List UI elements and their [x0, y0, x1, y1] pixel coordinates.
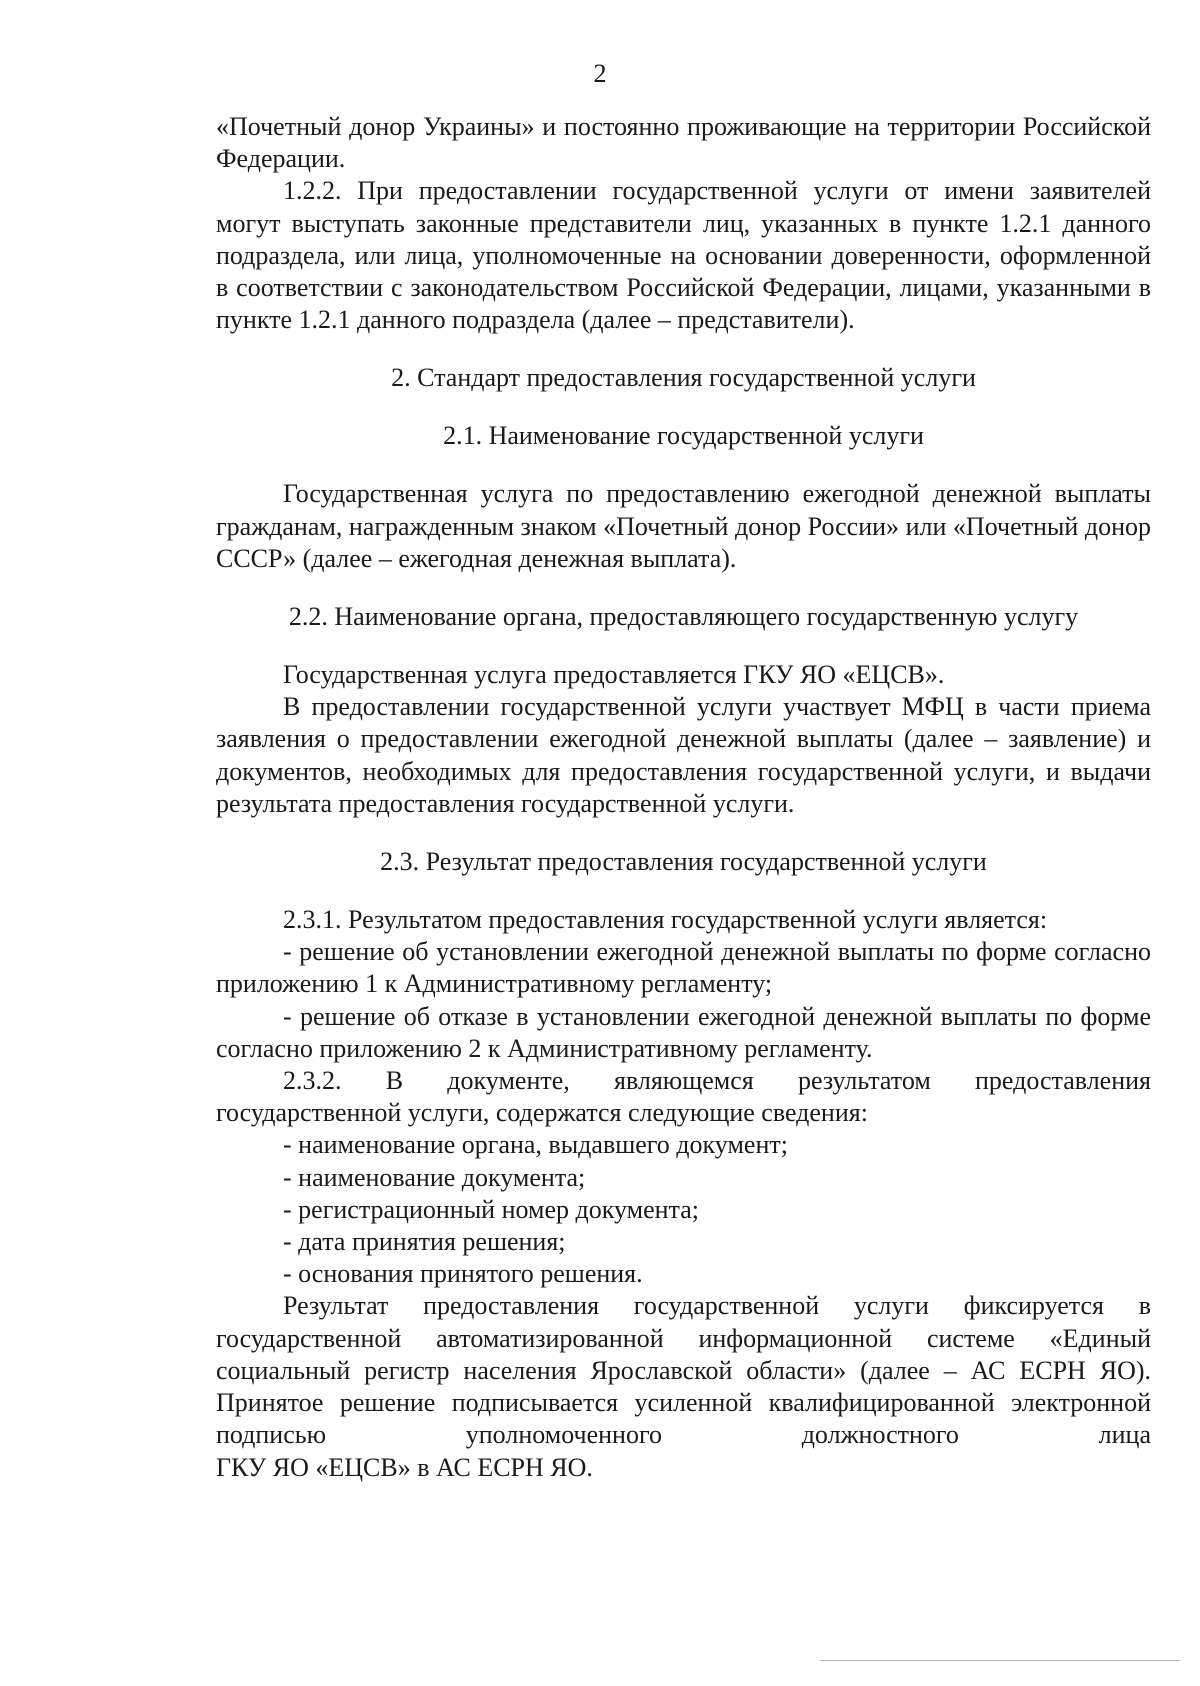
list-item-reg-number: - регистрационный номер документа; — [283, 1194, 699, 1224]
paragraph-result-recording-end: ГКУ ЯО «ЕЦСВ» в АС ЕСРН ЯО. — [216, 1452, 593, 1482]
paragraph-provider: Государственная услуга предоставляется ГКУ ЯО «ЕЦСВ». — [283, 660, 945, 690]
list-item-decision-grant: - решение об установлении ежегодной денежной выплаты по форме согласно приложению 1 к Административному регламенту; — [216, 937, 1151, 999]
footer-rule — [820, 1660, 1180, 1661]
list-item-grounds: - основания принятого решения. — [283, 1259, 643, 1289]
paragraph-mfc: В предоставлении государственной услуги участвует МФЦ в части приема заявления о предоставлении ежегодной денежной выплаты (далее – заявление) и документов, необходимых для предоставления государственной услуги, и выдачи результата предоставления государственной услуги. — [216, 692, 1151, 818]
section-heading-2-3: 2.3. Результат предоставления государственной услуги — [380, 847, 987, 877]
document-body — [216, 111, 1151, 1484]
paragraph-continuation: «Почетный донор Украины» и постоянно проживающие на территории Российской Федерации. — [216, 112, 1151, 174]
section-heading-2-2: 2.2. Наименование органа, предоставляющего государственную услугу — [288, 602, 1079, 632]
section-heading-2: 2. Стандарт предоставления государственной услуги — [391, 363, 976, 393]
page-number: 2 — [593, 59, 607, 88]
paragraph-1-2-2: 1.2.2. При предоставлении государственной услуги от имени заявителей могут выступать законные представители лиц, указанных в пункте 1.2.1 данного подраздела, или лица, уполномоченные на основании доверенности, оформленной в соответствии с законодательством Российской Федерации, лицами, указанными в пункте 1.2.1 данного подраздела (далее – представители). — [216, 176, 1151, 335]
paragraph-service-name: Государственная услуга по предоставлению ежегодной денежной выплаты гражданам, награжденным знаком «Почетный донор России» или «Почетный донор СССР» (далее – ежегодная денежная выплата). — [216, 479, 1151, 573]
paragraph-2-3-2: 2.3.2. В документе, являющемся результатом предоставления государственной услуги, содержатся следующие сведения: — [216, 1066, 1151, 1128]
paragraph-result-recording: Результат предоставления государственной услуги фиксируется в государственной автоматизированной информационной системе «Единый социальный регистр населения Ярославской области» (далее – АС ЕСРН ЯО). Принятое решение подписывается усиленной квалифицированной электронной подписью уполномоченного должностного лица — [216, 1291, 1151, 1450]
list-item-decision-refusal: - решение об отказе в установлении ежегодной денежной выплаты по форме согласно приложению 2 к Административному регламенту. — [216, 1001, 1151, 1063]
section-heading-2-1: 2.1. Наименование государственной услуги — [443, 421, 924, 451]
list-item-decision-date: - дата принятия решения; — [283, 1227, 566, 1257]
list-item-doc-name: - наименование документа; — [283, 1162, 586, 1192]
list-item-issuer: - наименование органа, выдавшего документ; — [283, 1130, 788, 1160]
paragraph-2-3-1: 2.3.1. Результатом предоставления государственной услуги является: — [283, 905, 1048, 935]
